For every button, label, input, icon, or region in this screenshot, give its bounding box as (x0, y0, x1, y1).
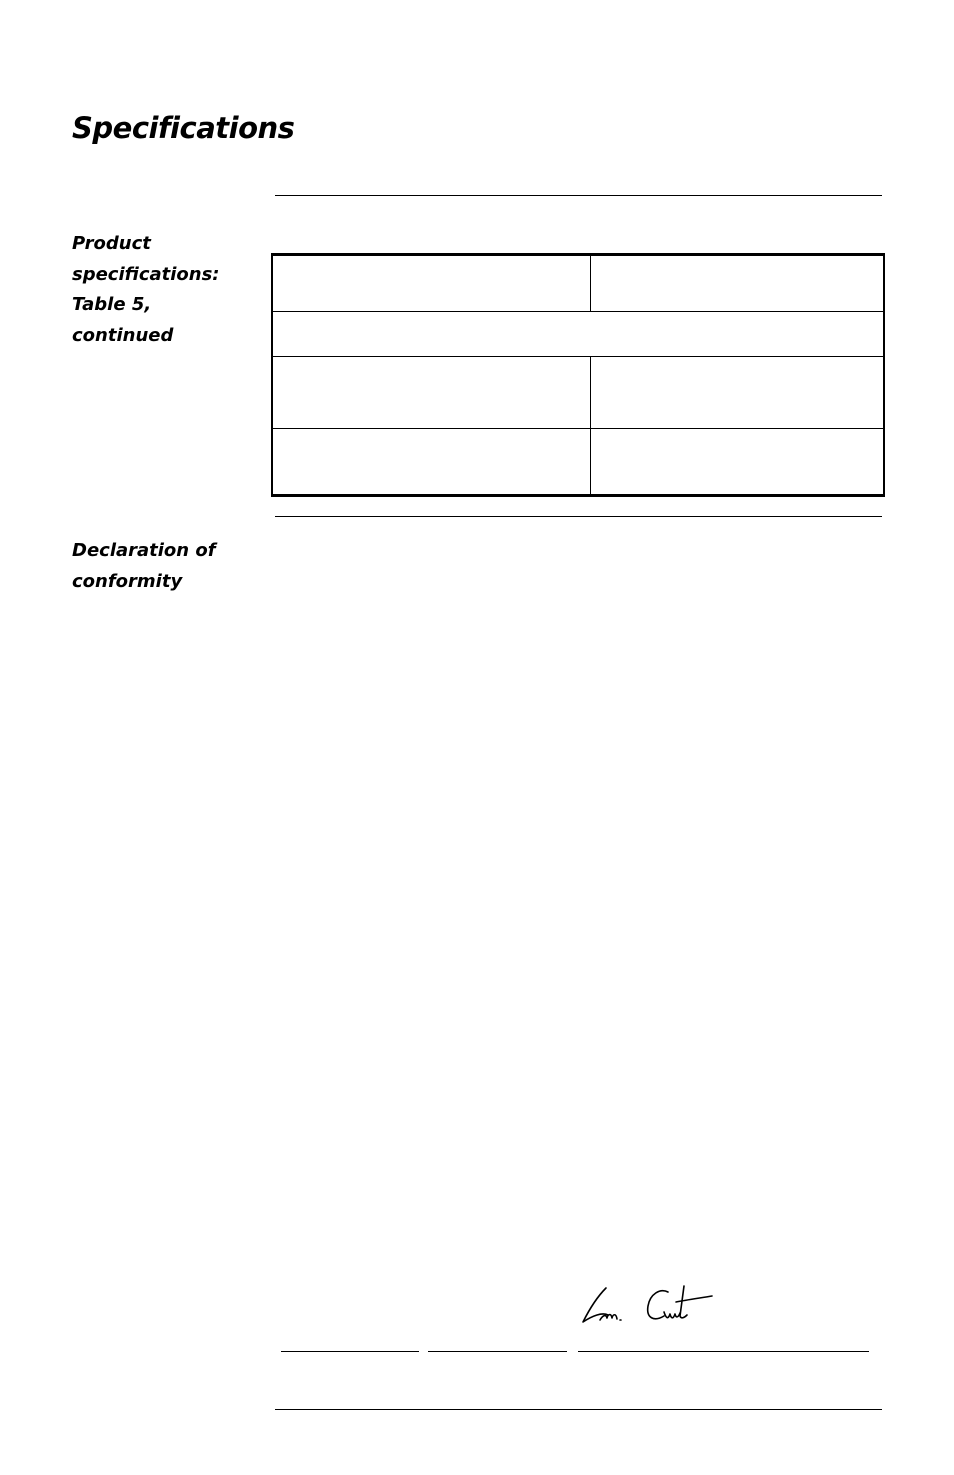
signature-line-signature (578, 1351, 869, 1352)
handwritten-signature-icon (580, 1282, 714, 1330)
heading-line: Declaration of (72, 540, 216, 561)
table-cell (273, 312, 883, 356)
table-cell (591, 429, 883, 494)
table-cell (591, 357, 883, 428)
section-rule-top (275, 195, 882, 196)
specifications-table (271, 253, 885, 497)
section-rule-middle (275, 516, 882, 517)
heading-line: continued (72, 324, 174, 346)
table-cell (273, 429, 591, 494)
heading-line: specifications: (72, 263, 220, 285)
signature-line-place (281, 1351, 419, 1352)
heading-line: Table 5, (72, 294, 152, 315)
heading-line: conformity (72, 570, 183, 592)
section-rule-bottom (275, 1409, 882, 1410)
declaration-of-conformity-heading (72, 536, 247, 597)
table-cell (273, 357, 591, 428)
page-title: Specifications (72, 111, 295, 145)
table-cell (273, 256, 591, 311)
table-row (273, 357, 883, 429)
table-cell (591, 256, 883, 311)
product-specifications-heading (72, 229, 247, 351)
heading-line: Product (72, 233, 151, 254)
signature-line-date (428, 1351, 567, 1352)
table-row (273, 312, 883, 357)
table-row (273, 429, 883, 494)
table-row (273, 256, 883, 312)
